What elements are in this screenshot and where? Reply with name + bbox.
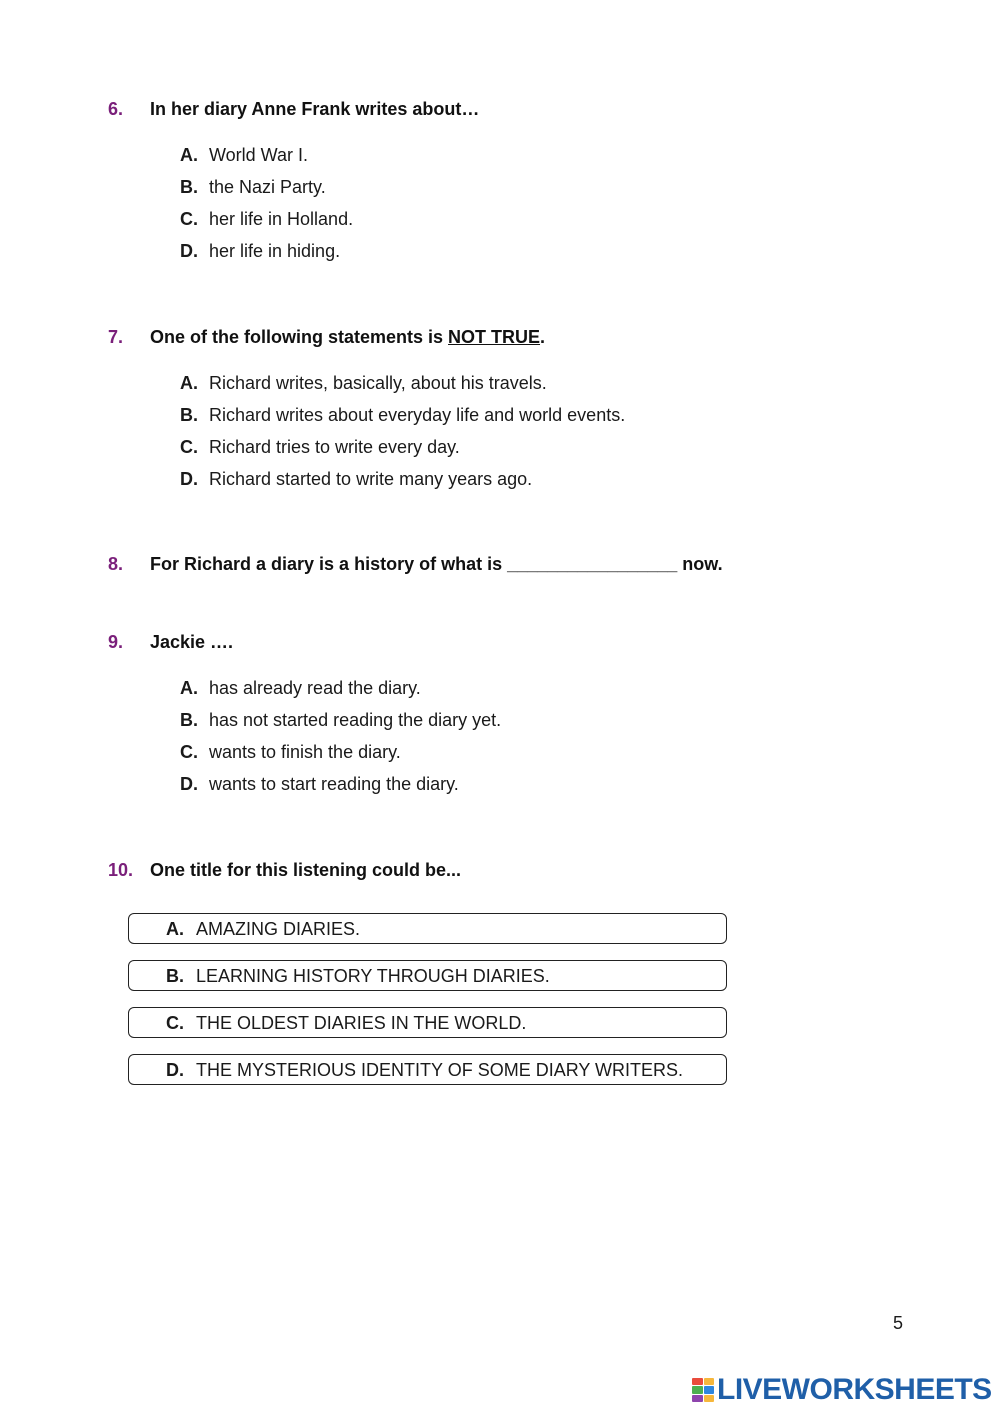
liveworksheets-logo-icon xyxy=(692,1378,714,1402)
question-text-fill-blank[interactable]: For Richard a diary is a history of what is _________________ now. xyxy=(150,554,723,574)
option-text: THE MYSTERIOUS IDENTITY OF SOME DIARY WRITERS. xyxy=(196,1060,684,1080)
option-text: the Nazi Party. xyxy=(209,177,326,197)
option-text: has not started reading the diary yet. xyxy=(209,710,502,730)
option-text: wants to start reading the diary. xyxy=(209,774,459,794)
option-text: THE OLDEST DIARIES IN THE WORLD. xyxy=(196,1013,527,1033)
question-text: In her diary Anne Frank writes about… xyxy=(150,99,480,119)
question-number: 9. xyxy=(108,632,124,652)
question-text-start: One of the following statements is xyxy=(150,327,449,347)
option-letter: A. xyxy=(180,373,198,393)
option-letter: D. xyxy=(166,1060,184,1080)
question-number: 10. xyxy=(108,860,134,880)
option-box-c[interactable] xyxy=(128,1007,727,1038)
option-text: Richard tries to write every day. xyxy=(209,437,460,457)
option-text: World War I. xyxy=(209,145,309,165)
page-number: 5 xyxy=(893,1313,904,1333)
option-text: has already read the diary. xyxy=(209,678,421,698)
option-text: her life in hiding. xyxy=(209,241,341,261)
liveworksheets-brand[interactable] xyxy=(692,1373,992,1407)
option-letter: B. xyxy=(180,710,198,730)
option-letter: C. xyxy=(180,742,198,762)
option-letter: C. xyxy=(166,1013,184,1033)
option-box-b[interactable] xyxy=(128,960,727,991)
option-letter: B. xyxy=(180,177,198,197)
option-letter: C. xyxy=(180,437,198,457)
question-number: 8. xyxy=(108,554,124,574)
question-text-end: . xyxy=(540,327,546,347)
option-letter: A. xyxy=(180,678,198,698)
not-true-emphasis: NOT TRUE xyxy=(448,327,541,347)
option-letter: B. xyxy=(180,405,198,425)
option-text: wants to finish the diary. xyxy=(209,742,401,762)
question-number: 7. xyxy=(108,327,124,347)
option-text: LEARNING HISTORY THROUGH DIARIES. xyxy=(196,966,550,986)
option-letter: D. xyxy=(180,469,198,489)
option-text: Richard started to write many years ago. xyxy=(209,469,533,489)
option-box-a[interactable] xyxy=(128,913,727,944)
option-box-d[interactable] xyxy=(128,1054,727,1085)
option-text: her life in Holland. xyxy=(209,209,354,229)
option-letter: A. xyxy=(166,919,184,939)
option-letter: C. xyxy=(180,209,198,229)
option-letter: B. xyxy=(166,966,184,986)
option-text: AMAZING DIARIES. xyxy=(196,919,361,939)
option-letter: A. xyxy=(180,145,198,165)
brand-name: LIVEWORKSHEETS xyxy=(717,1373,992,1406)
option-letter: D. xyxy=(180,241,198,261)
question-text: Jackie …. xyxy=(150,632,234,652)
question-text xyxy=(150,327,545,348)
option-letter: D. xyxy=(180,774,198,794)
option-text: Richard writes, basically, about his travels. xyxy=(209,373,547,393)
option-text: Richard writes about everyday life and world events. xyxy=(209,405,626,425)
question-number: 6. xyxy=(108,99,124,119)
question-text: One title for this listening could be... xyxy=(150,860,462,880)
